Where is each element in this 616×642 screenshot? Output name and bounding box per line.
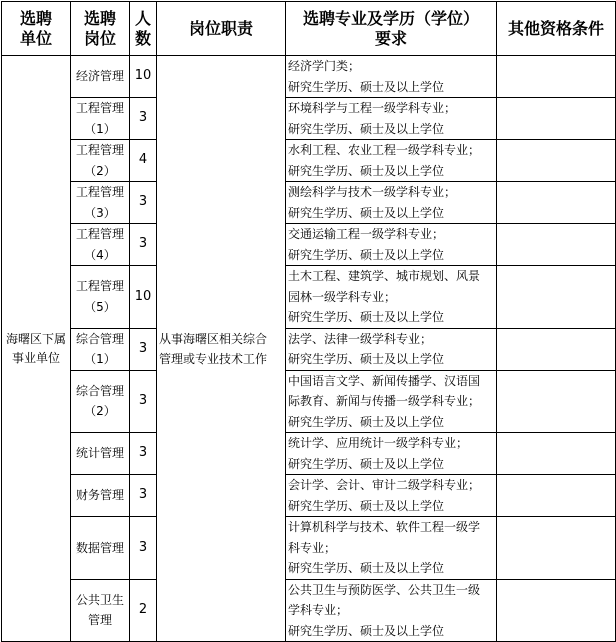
count-cell: 3 — [130, 517, 157, 580]
other-condition-cell — [497, 266, 616, 329]
table-row — [2, 98, 616, 140]
count-cell: 3 — [130, 433, 157, 475]
count-cell: 2 — [130, 579, 157, 642]
table-row — [2, 224, 616, 266]
other-condition-cell — [497, 56, 616, 98]
position-cell: 综合管理 （2） — [71, 370, 130, 433]
header-requirement: 选聘专业及学历（学位） 要求 — [286, 2, 497, 56]
count-cell: 10 — [130, 56, 157, 98]
duty-cell: 从事海曙区相关综合 管理或专业技术工作 — [157, 56, 286, 642]
count-cell: 4 — [130, 140, 157, 182]
requirement-cell: 计算机科学与技术、软件工程一级学 科专业； 研究生学历、硕士及以上学位 — [286, 517, 497, 580]
other-condition-cell — [497, 433, 616, 475]
table-row — [2, 475, 616, 517]
other-condition-cell — [497, 370, 616, 433]
header-count: 人 数 — [130, 2, 157, 56]
requirement-cell: 环境科学与工程一级学科专业； 研究生学历、硕士及以上学位 — [286, 98, 497, 140]
count-cell: 3 — [130, 182, 157, 224]
count-cell: 3 — [130, 475, 157, 517]
position-cell: 公共卫生 管理 — [71, 579, 130, 642]
requirement-cell: 经济学门类； 研究生学历、硕士及以上学位 — [286, 56, 497, 98]
count-cell: 3 — [130, 370, 157, 433]
position-cell: 工程管理 （4） — [71, 224, 130, 266]
table-row — [2, 266, 616, 329]
position-cell: 数据管理 — [71, 517, 130, 580]
position-cell: 综合管理 （1） — [71, 328, 130, 370]
position-cell: 工程管理 （5） — [71, 266, 130, 329]
table-row — [2, 433, 616, 475]
requirement-cell: 统计学、应用统计一级学科专业； 研究生学历、硕士及以上学位 — [286, 433, 497, 475]
table-row — [2, 370, 616, 433]
requirement-cell: 交通运输工程一级学科专业； 研究生学历、硕士及以上学位 — [286, 224, 497, 266]
position-cell: 财务管理 — [71, 475, 130, 517]
position-cell: 统计管理 — [71, 433, 130, 475]
other-condition-cell — [497, 517, 616, 580]
table-row — [2, 579, 616, 642]
requirement-cell: 水利工程、农业工程一级学科专业； 研究生学历、硕士及以上学位 — [286, 140, 497, 182]
header-duty: 岗位职责 — [157, 2, 286, 56]
table-row — [2, 182, 616, 224]
count-cell: 3 — [130, 98, 157, 140]
position-cell: 工程管理 （1） — [71, 98, 130, 140]
requirement-cell: 土木工程、建筑学、城市规划、风景 园林一级学科专业； 研究生学历、硕士及以上学位 — [286, 266, 497, 329]
table-row — [2, 56, 616, 98]
recruitment-table — [1, 1, 616, 642]
header-row — [2, 2, 616, 56]
requirement-cell: 会计学、会计、审计二级学科专业； 研究生学历、硕士及以上学位 — [286, 475, 497, 517]
requirement-cell: 中国语言文学、新闻传播学、汉语国 际教育、新闻与传播一级学科专业； 研究生学历、硕士及以上学位 — [286, 370, 497, 433]
other-condition-cell — [497, 224, 616, 266]
table-row — [2, 517, 616, 580]
header-unit: 选聘 单位 — [2, 2, 71, 56]
count-cell: 10 — [130, 266, 157, 329]
requirement-cell: 测绘科学与技术一级学科专业； 研究生学历、硕士及以上学位 — [286, 182, 497, 224]
position-cell: 经济管理 — [71, 56, 130, 98]
count-cell: 3 — [130, 328, 157, 370]
other-condition-cell — [497, 475, 616, 517]
other-condition-cell — [497, 98, 616, 140]
header-position: 选聘 岗位 — [71, 2, 130, 56]
other-condition-cell — [497, 140, 616, 182]
header-other: 其他资格条件 — [497, 2, 616, 56]
position-cell: 工程管理 （3） — [71, 182, 130, 224]
unit-cell: 海曙区下属 事业单位 — [2, 56, 71, 642]
other-condition-cell — [497, 579, 616, 642]
other-condition-cell — [497, 182, 616, 224]
requirement-cell: 公共卫生与预防医学、公共卫生一级 学科专业； 研究生学历、硕士及以上学位 — [286, 579, 497, 642]
table-row — [2, 328, 616, 370]
position-cell: 工程管理 （2） — [71, 140, 130, 182]
requirement-cell: 法学、法律一级学科专业； 研究生学历、硕士及以上学位 — [286, 328, 497, 370]
table-row — [2, 140, 616, 182]
count-cell: 3 — [130, 224, 157, 266]
other-condition-cell — [497, 328, 616, 370]
